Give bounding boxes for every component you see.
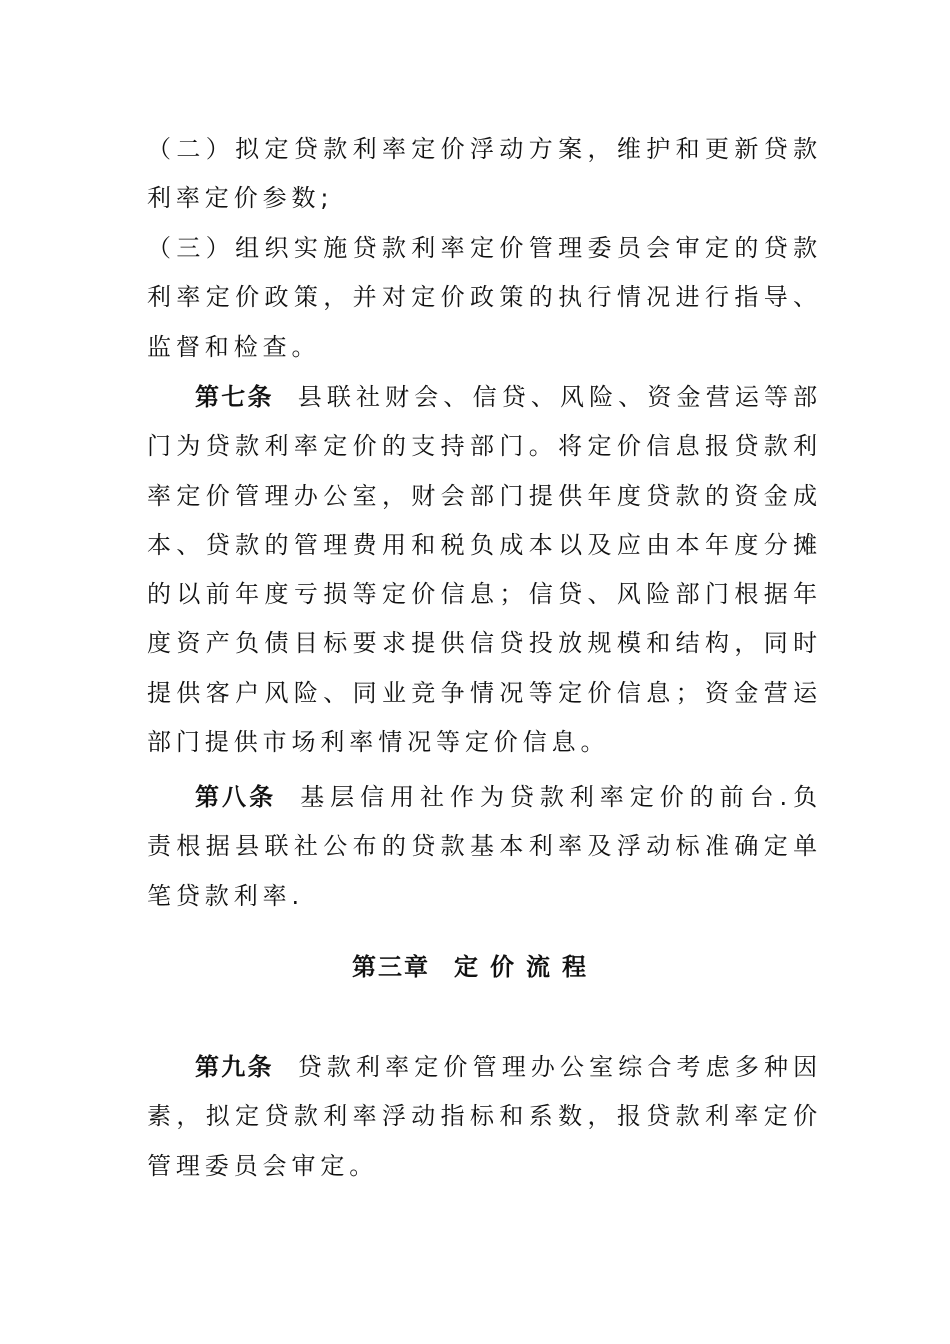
list-item-3	[147, 224, 822, 372]
list-item-2	[147, 125, 822, 224]
article-label: 第七条	[195, 383, 274, 411]
list-item-text: （二）拟定贷款利率定价浮动方案，维护和更新贷款利率定价参数;	[147, 135, 822, 213]
article-label: 第八条	[195, 783, 277, 811]
article-text: 县联社财会、信贷、风险、资金营运等部门为贷款利率定价的支持部门。将定价信息报贷款利率定价管理办公室，财会部门提供年度贷款的资金成本、贷款的管理费用和税负成本以及应由本年度分摊的以前年度亏损等定价信息；信贷、风险部门根据年度资产负债目标要求提供信贷投放规模和结构，同时提供客户风险、同业竞争情况等定价信息；资金营运部门提供市场利率情况等定价信息。	[147, 383, 823, 757]
article-text: 基层信用社作为贷款利率定价的前台.负责根据县联社公布的贷款基本利率及浮动标准确定单笔贷款利率.	[147, 783, 823, 910]
chapter-heading	[0, 947, 950, 982]
article-9	[147, 1043, 822, 1191]
article-7	[147, 373, 822, 767]
chapter-number: 第三章	[352, 953, 430, 981]
list-item-text: （三）组织实施贷款利率定价管理委员会审定的贷款利率定价政策，并对定价政策的执行情况进行指导、监督和检查。	[147, 234, 822, 361]
article-label: 第九条	[195, 1053, 274, 1081]
article-8	[147, 773, 822, 921]
article-text: 贷款利率定价管理办公室综合考虑多种因素，拟定贷款利率浮动指标和系数，报贷款利率定价管理委员会审定。	[147, 1053, 823, 1180]
chapter-title: 定价流程	[454, 953, 598, 981]
